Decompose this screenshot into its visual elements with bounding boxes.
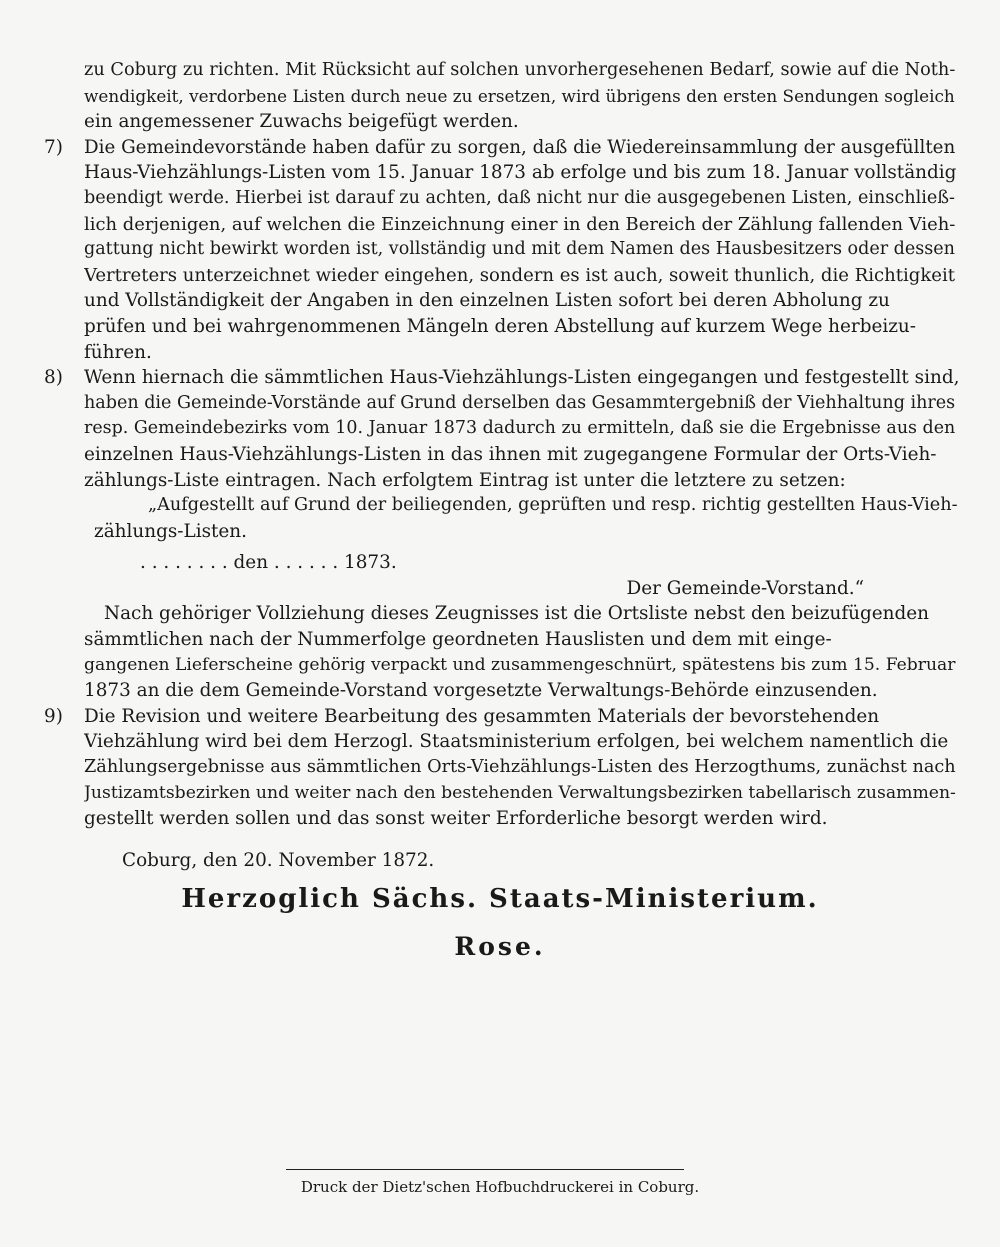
- quote-date-line: . . . . . . . . den . . . . . . 1873.: [140, 552, 397, 574]
- text-line: einzelnen Haus-Viehzählungs-Listen in das ihnen mit zugegangene Formular der Orts-Vieh-: [84, 443, 937, 465]
- printer-imprint: Druck der Dietz'schen Hofbuchdruckerei in Coburg.: [300, 1178, 700, 1196]
- text-line: Die Gemeindevorstände haben dafür zu sorgen, daß die Wiedereinsammlung der ausgefüllten: [84, 136, 956, 158]
- section-number: 7): [44, 136, 63, 158]
- text-line: Viehzählung wird bei dem Herzogl. Staatsministerium erfolgen, bei welchem namentlich die: [84, 731, 949, 753]
- text-line: Die Revision und weitere Bearbeitung des gesammten Materials der bevorstehenden: [84, 705, 880, 727]
- text-line: sämmtlichen nach der Nummerfolge geordneten Hauslisten und dem mit einge-: [84, 629, 832, 651]
- text-line: Nach gehöriger Vollziehung dieses Zeugnisses ist die Ortsliste nebst den beizufügenden: [104, 603, 930, 625]
- text-line: Justizamtsbezirken und weiter nach den bestehenden Verwaltungsbezirken tabellarisch zusammen-: [84, 782, 956, 803]
- text-line: und Vollständigkeit der Angaben in den einzelnen Listen sofort bei deren Abholung zu: [84, 290, 890, 312]
- text-line: Zählungsergebnisse aus sämmtlichen Orts-Viehzählungs-Listen des Herzogthums, zunächst nach: [84, 757, 956, 778]
- section-number: 9): [44, 705, 63, 727]
- place-date: Coburg, den 20. November 1872.: [122, 849, 435, 871]
- quote-signature: Der Gemeinde-Vorstand.“: [626, 577, 864, 599]
- text-line: gangenen Lieferscheine gehörig verpackt und zusammengeschnürt, spätestens bis zum 15. Februar: [84, 654, 956, 675]
- document-body: [44, 58, 960, 873]
- text-line: lich derjenigen, auf welchen die Einzeichnung einer in den Bereich der Zählung fallenden Vieh-: [84, 213, 956, 235]
- section-7: [44, 135, 960, 365]
- issuing-authority: Herzoglich Sächs. Staats-Ministerium.: [181, 884, 819, 914]
- quote-line: „Aufgestellt auf Grund der beiliegenden, geprüften und resp. richtig gestellten Haus-Vieh-: [148, 495, 958, 516]
- text-line: resp. Gemeindebezirks vom 10. Januar 1873 dadurch zu ermitteln, daß sie die Ergebnisse aus den: [84, 418, 956, 439]
- text-line: gattung nicht bewirkt worden ist, vollständig und mit dem Namen des Hausbesitzers oder dessen: [84, 239, 955, 260]
- quote-line: zählungs-Listen.: [94, 520, 247, 542]
- text-line: 1873 an die dem Gemeinde-Vorstand vorgesetzte Verwaltungs-Behörde einzusenden.: [84, 680, 878, 702]
- footer-rule: [286, 1169, 684, 1170]
- text-line: zählungs-Liste eintragen. Nach erfolgtem Eintrag ist unter die letztere zu setzen:: [84, 469, 846, 491]
- text-line: Haus-Viehzählungs-Listen vom 15. Januar 1873 ab erfolge und bis zum 18. Januar vollständig: [84, 162, 957, 184]
- section-9: [44, 704, 960, 832]
- text-line: wendigkeit, verdorbene Listen durch neue zu ersetzen, wird übrigens den ersten Sendungen sogleich: [84, 85, 955, 106]
- text-line: führen.: [84, 341, 152, 363]
- text-line: beendigt werde. Hierbei ist darauf zu achten, daß nicht nur die ausgegebenen Listen, einschließ-: [84, 187, 955, 208]
- text-line: Wenn hiernach die sämmtlichen Haus-Viehzählungs-Listen eingegangen und festgestellt sind,: [84, 367, 960, 389]
- signatory: Rose.: [454, 932, 546, 961]
- text-line: Vertreters unterzeichnet wieder eingehen, sondern es ist auch, soweit thunlich, die Richtigkeit: [84, 264, 955, 286]
- text-line: haben die Gemeinde-Vorstände auf Grund derselben das Gesammtergebniß der Viehhaltung ihres: [84, 392, 956, 413]
- text-line: prüfen und bei wahrgenommenen Mängeln deren Abstellung auf kurzem Wege herbeizu-: [84, 315, 916, 337]
- section-8: [44, 365, 960, 704]
- text-line: zu Coburg zu richten. Mit Rücksicht auf solchen unvorhergesehenen Bedarf, sowie auf die Noth-: [84, 60, 956, 80]
- section-number: 8): [44, 367, 63, 389]
- text-line: gestellt werden sollen und das sonst weiter Erforderliche besorgt werden wird.: [84, 808, 828, 830]
- text-line: ein angemessener Zuwachs beigefügt werden.: [84, 111, 519, 133]
